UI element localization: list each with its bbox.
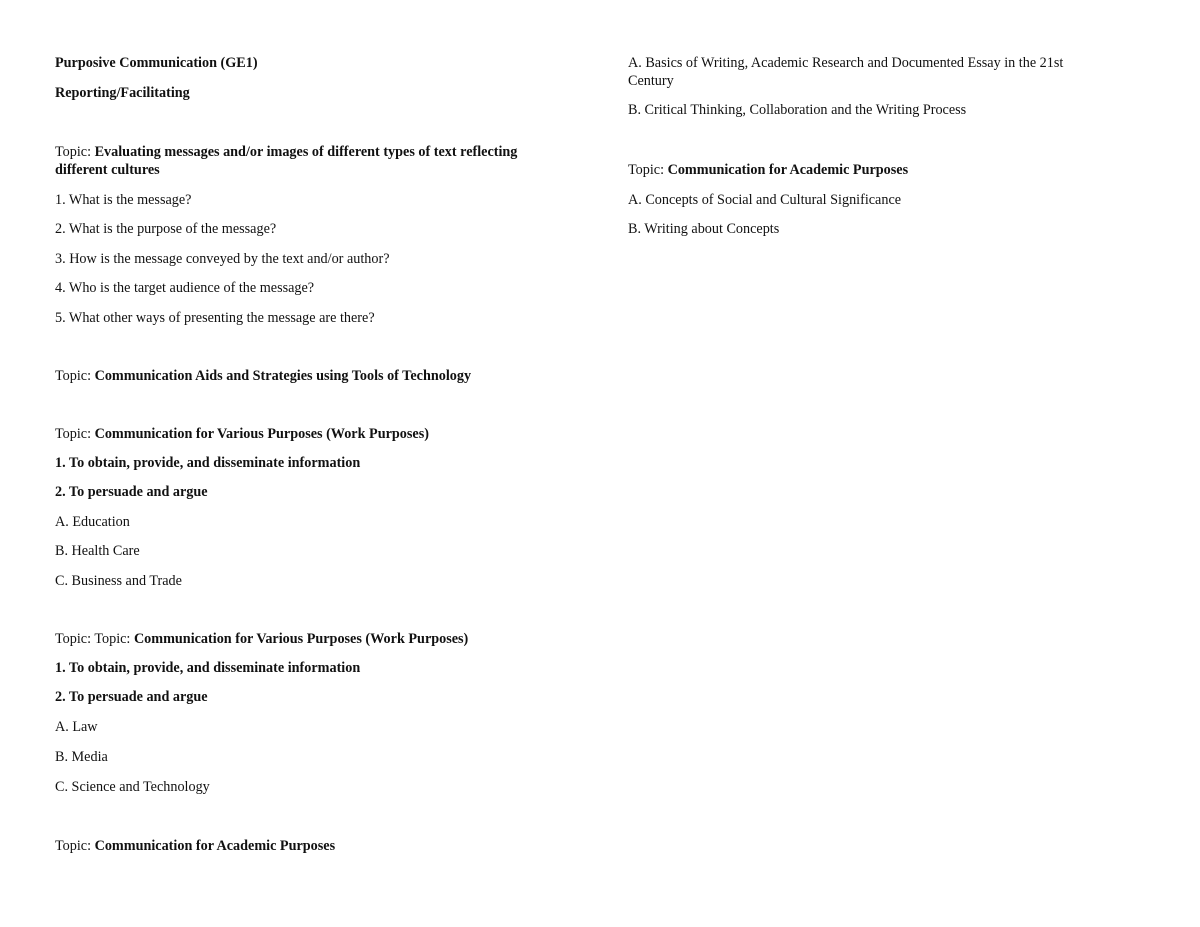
topic-prefix: Topic: <box>55 838 95 854</box>
topic-title: Communication for Various Purposes (Work Purposes) <box>94 426 429 442</box>
topic-title: Communication for Various Purposes (Work Purposes) <box>133 631 469 647</box>
topic-prefix: Topic: <box>628 162 668 178</box>
topic-prefix: Topic: <box>55 368 95 384</box>
bold-list-item: 2. To persuade and argue <box>55 484 208 500</box>
topic-prefix: Topic: <box>55 144 95 160</box>
list-item: 5. What other ways of presenting the message are there? <box>55 310 375 326</box>
list-item: 3. How is the message conveyed by the text and/or author? <box>55 251 390 267</box>
topic-title: Communication Aids and Strategies using Tools of Technology <box>94 368 472 384</box>
topic-heading-academic <box>55 837 335 855</box>
bold-list-item: 2. To persuade and argue <box>55 689 208 705</box>
topic-prefix: Topic: Topic: <box>55 631 134 647</box>
list-item: B. Health Care <box>55 543 140 559</box>
topic-heading-evaluating <box>55 143 565 179</box>
topic-title: Communication for Academic Purposes <box>667 162 909 178</box>
topic-title: Communication for Academic Purposes <box>94 838 336 854</box>
document-subtitle: Reporting/Facilitating <box>55 85 190 101</box>
list-item: 1. What is the message? <box>55 192 192 208</box>
topic-prefix: Topic: <box>55 426 95 442</box>
list-item: 4. Who is the target audience of the message? <box>55 280 315 296</box>
list-item: A. Basics of Writing, Academic Research and Documented Essay in the 21st Century <box>628 55 1064 89</box>
list-item: A. Education <box>55 514 130 530</box>
list-item: B. Writing about Concepts <box>628 221 780 237</box>
list-item: B. Critical Thinking, Collaboration and the Writing Process <box>628 102 967 118</box>
topic-heading-work-purposes-2 <box>55 630 468 648</box>
list-item: B. Media <box>55 749 108 765</box>
topic-title: Evaluating messages and/or images of different types of text reflecting different cultures <box>55 144 518 178</box>
list-item: A. Concepts of Social and Cultural Significance <box>628 192 902 208</box>
list-item: C. Business and Trade <box>55 573 182 589</box>
list-item: C. Science and Technology <box>55 779 210 795</box>
course-title: Purposive Communication (GE1) <box>55 55 258 71</box>
topic-heading-technology <box>55 367 471 385</box>
topic-heading-academic-right <box>628 161 908 179</box>
bold-list-item: 1. To obtain, provide, and disseminate information <box>55 660 361 676</box>
bold-list-item: 1. To obtain, provide, and disseminate information <box>55 455 361 471</box>
list-item: A. Law <box>55 719 98 735</box>
list-item: 2. What is the purpose of the message? <box>55 221 277 237</box>
topic-heading-work-purposes-1 <box>55 425 429 443</box>
